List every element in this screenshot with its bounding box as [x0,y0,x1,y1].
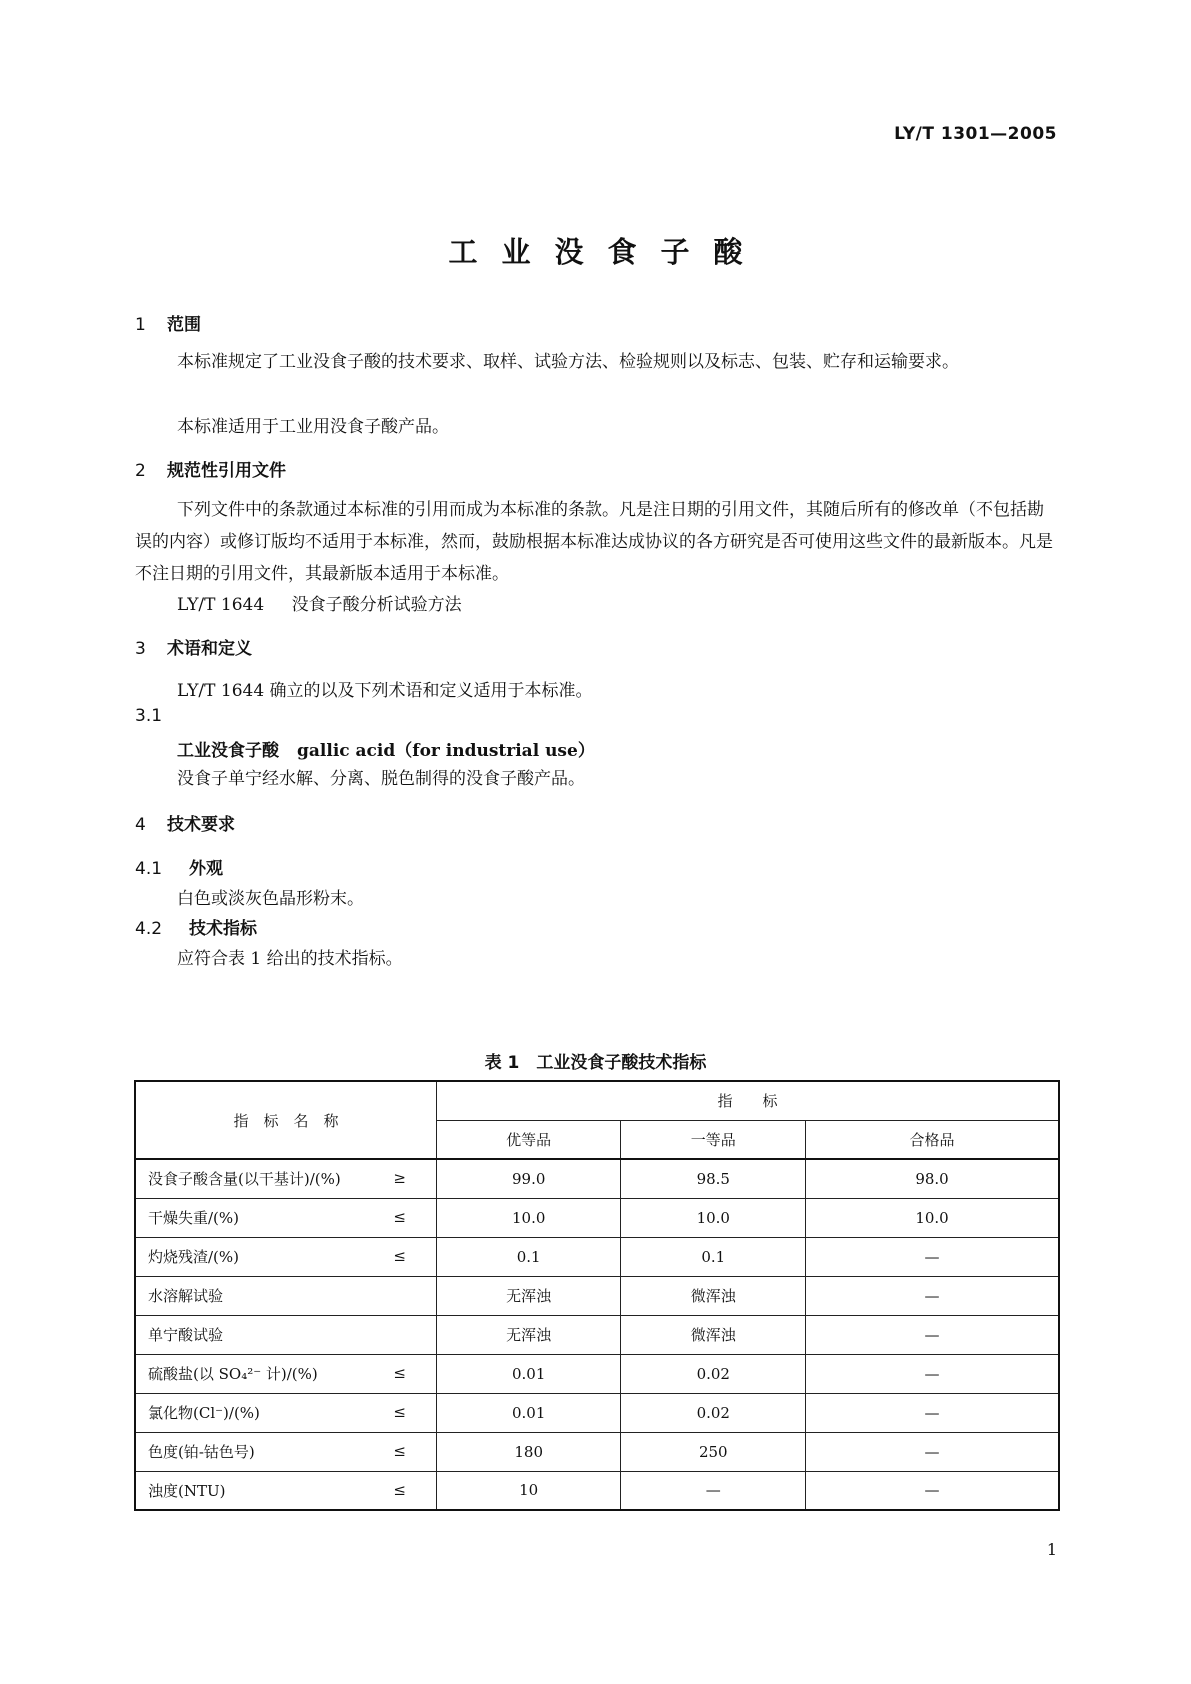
spec-table [134,1080,1060,1511]
comparison-operator: ≤ [393,1441,406,1460]
comparison-operator: ≤ [393,1480,406,1499]
section-3-para-1: LY/T 1644 确立的以及下列术语和定义适用于本标准。 [177,681,593,701]
section-1-para-2: 本标准适用于工业用没食子酸产品。 [177,417,449,437]
grade-value-cell: 10.0 [621,1198,806,1237]
section-number: 4 [135,815,146,835]
grade-value-cell: 0.1 [436,1237,621,1276]
grade-value-cell: 180 [436,1432,621,1471]
indicator-name: 干燥失重/(%) [148,1209,240,1227]
grade-value-cell: 无浑浊 [436,1315,621,1354]
grade-value-cell: 微浑浊 [621,1276,806,1315]
section-title: 技术要求 [167,815,235,835]
indicator-name: 没食子酸含量(以干基计)/(%) [148,1170,341,1189]
reference-code: LY/T 1644 [177,595,265,615]
table-caption: 表 1 工业没食子酸技术指标 [484,1053,707,1073]
term-definition: 没食子单宁经水解、分离、脱色制得的没食子酸产品。 [177,769,585,789]
table-row [135,1315,1059,1354]
comparison-operator: ≥ [393,1169,406,1187]
column-header-grade: 优等品 [436,1120,621,1159]
column-header-grade: 合格品 [806,1120,1059,1159]
subsection-number: 4.1 [135,859,163,879]
indicator-name: 单宁酸试验 [148,1326,224,1344]
indicator-name-cell [135,1432,436,1471]
indicator-name: 水溶解试验 [148,1287,224,1305]
grade-value-cell: 无浑浊 [436,1276,621,1315]
grade-value-cell: 0.02 [621,1354,806,1393]
table-row [135,1159,1059,1198]
grade-value-cell: — [806,1354,1059,1393]
indicator-name-cell [135,1315,436,1354]
grade-value-cell: 98.0 [806,1159,1059,1198]
table-row [135,1237,1059,1276]
subsection-number: 4.2 [135,919,163,939]
subsection-4-2-text: 应符合表 1 给出的技术指标。 [177,949,403,969]
grade-value-cell: — [806,1471,1059,1510]
section-title: 术语和定义 [167,639,252,659]
table-row [135,1393,1059,1432]
grade-value-cell: 0.01 [436,1393,621,1432]
indicator-name-cell [135,1276,436,1315]
grade-value-cell: 0.01 [436,1354,621,1393]
indicator-name-cell [135,1471,436,1510]
document-title: 工业没食子酸 [448,235,767,269]
grade-value-cell: 10.0 [436,1198,621,1237]
grade-value-cell: 250 [621,1432,806,1471]
indicator-name-cell [135,1198,436,1237]
grade-value-cell: 微浑浊 [621,1315,806,1354]
grade-value-cell: — [806,1237,1059,1276]
standard-code: LY/T 1301—2005 [894,124,1057,144]
grade-value-cell: 0.02 [621,1393,806,1432]
grade-value-cell: — [806,1432,1059,1471]
grade-value-cell: 98.5 [621,1159,806,1198]
section-number: 1 [135,315,146,335]
grade-value-cell: 10.0 [806,1198,1059,1237]
indicator-name: 硫酸盐(以 SO₄²⁻ 计)/(%) [148,1365,318,1383]
subsection-number: 3.1 [135,706,163,726]
reference-title: 没食子酸分析试验方法 [291,595,462,615]
grade-value-cell: — [621,1471,806,1510]
subsection-title: 技术指标 [189,919,257,939]
grade-value-cell: — [806,1315,1059,1354]
section-3-heading [135,634,252,659]
table-row [135,1471,1059,1510]
column-header-grade: 一等品 [621,1120,806,1159]
indicator-name-cell [135,1393,436,1432]
table-row [135,1354,1059,1393]
grade-value-cell: 0.1 [621,1237,806,1276]
section-title: 范围 [167,315,201,335]
indicator-name-cell [135,1159,436,1198]
comparison-operator: ≤ [393,1246,406,1265]
subsection-4-2-heading [135,914,257,939]
column-header-group: 指 标 [436,1081,1059,1120]
comparison-operator: ≤ [393,1402,406,1421]
indicator-name-cell [135,1354,436,1393]
section-2-heading [135,456,286,481]
page-number: 1 [1046,1540,1057,1559]
term-chinese: 工业没食子酸 [177,741,279,761]
section-2-para-1: 下列文件中的条款通过本标准的引用而成为本标准的条款。凡是注日期的引用文件，其随后所有的修改单（不包括勘误的内容）或修订版均不适用于本标准，然而，鼓励根据本标准达成协议的各方研究是否可使用这些文件的最新版本。凡是不注日期的引用文件，其最新版本适用于本标准。 [135,500,1053,584]
table-row [135,1432,1059,1471]
section-1-para-1: 本标准规定了工业没食子酸的技术要求、取样、试验方法、检验规则以及标志、包装、贮存和运输要求。 [177,352,959,372]
subsection-3-1-number [135,706,162,726]
comparison-operator: ≤ [393,1207,406,1226]
subsection-4-1-text: 白色或淡灰色晶形粉末。 [177,889,364,909]
reference-entry [177,590,462,615]
table-row [135,1276,1059,1315]
section-number: 2 [135,461,146,481]
table-body [135,1159,1059,1510]
indicator-name: 浊度(NTU) [148,1481,226,1500]
grade-value-cell: — [806,1393,1059,1432]
term-english: gallic acid（for industrial use） [297,741,595,761]
indicator-name: 灼烧残渣/(%) [148,1248,240,1266]
indicator-name-cell [135,1237,436,1276]
column-header-name: 指 标 名 称 [135,1081,436,1159]
term-entry [177,736,595,761]
grade-value-cell: 10 [436,1471,621,1510]
section-number: 3 [135,639,146,659]
subsection-4-1-heading [135,854,223,879]
section-1-heading [135,310,201,335]
indicator-name: 氯化物(Cl⁻)/(%) [148,1404,260,1422]
grade-value-cell: — [806,1276,1059,1315]
indicator-name: 色度(铂-钴色号) [148,1443,255,1461]
comparison-operator: ≤ [393,1363,406,1382]
subsection-title: 外观 [189,859,223,879]
section-title: 规范性引用文件 [167,461,286,481]
section-4-heading [135,810,235,835]
grade-value-cell: 99.0 [436,1159,621,1198]
table-row [135,1198,1059,1237]
